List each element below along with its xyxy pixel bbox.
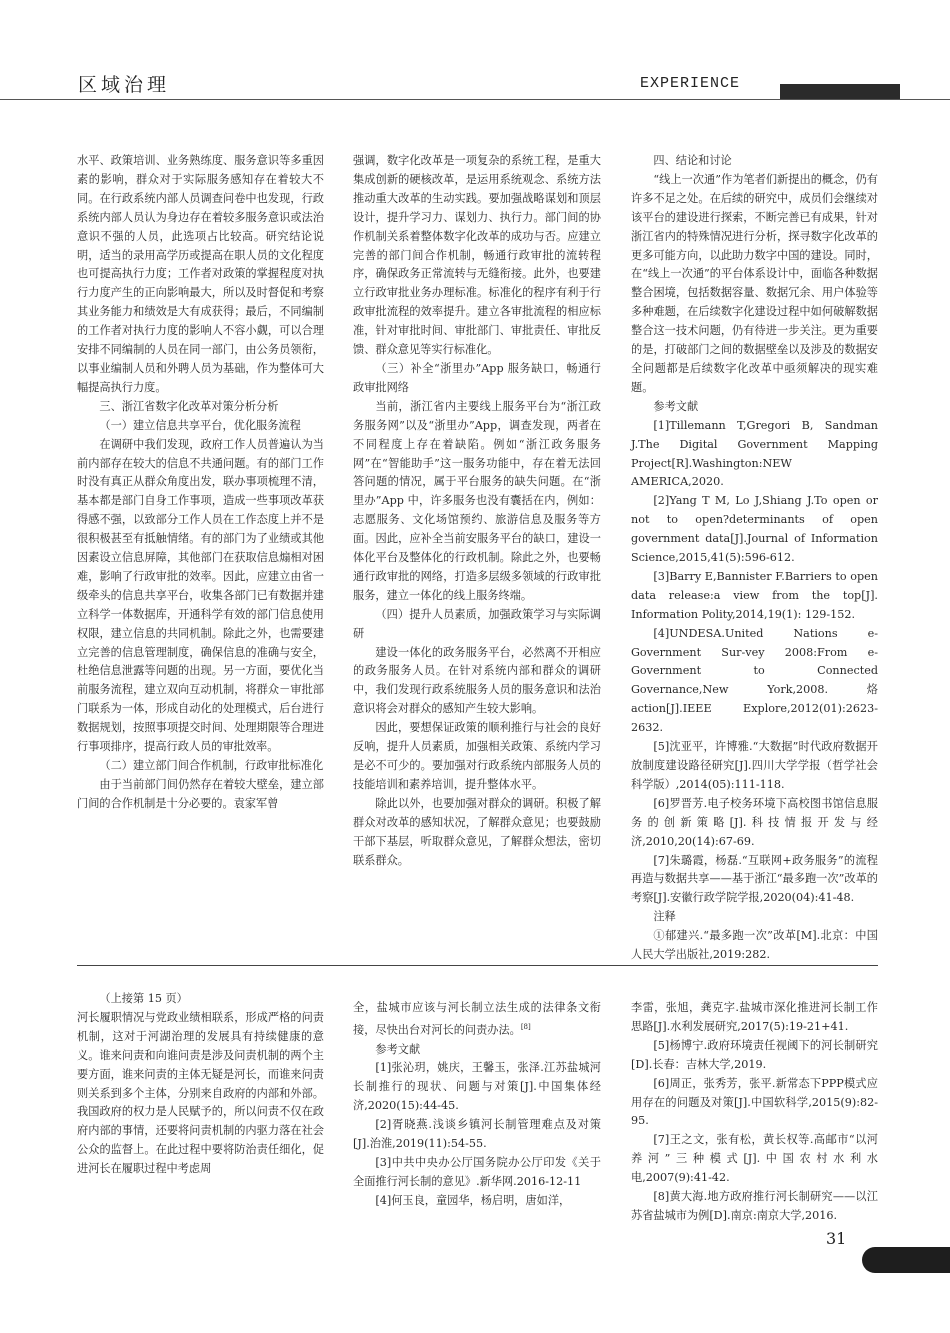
col3-paragraph: [6]罗晋芳.电子校务环境下高校图书馆信息服务的创新策略[J].科技情报开发与经济,2010,20(14):67-69.	[631, 796, 878, 848]
col1-paragraph: 由于当前部门间仍然存在着较大壁垒，建立部门间的合作机制是十分必要的。袁家军曾	[77, 777, 324, 810]
col3-paragraph: [7]朱璐霞，杨磊.“互联网+政务服务”的流程再造与数据共享——基于浙江“最多跑一次”改革的考察[J].安徽行政学院学报,2020(04):41-48.	[631, 853, 878, 905]
bottom3-paragraph: 李雷，张旭，龚克字.盐城市深化推进河长制工作思路[J].水利发展研究,2017(5):19-21+41.	[631, 1001, 878, 1033]
bottom-column-2	[353, 999, 601, 1211]
page-number: 31	[826, 1229, 847, 1248]
bottom2-paragraph: 全，盐城市应该与河长制立法生成的法律条文衔接，尽快出台对河长的问责办法。[8]	[353, 1001, 601, 1037]
column-2	[353, 152, 601, 870]
col2-paragraph: 建设一体化的政务服务平台，必然离不开相应的政务服务人员。在针对系统内部和群众的调研中，我们发现行政系统服务人员的服务意识和法治意识将会对群众的感知产生较大影响。	[353, 645, 601, 716]
column-1	[77, 152, 324, 814]
col2-paragraph: 除此以外，也要加强对群众的调研。积极了解群众对改革的感知状况，了解群众意见；也要鼓励干部下基层，听取群众意见，了解群众想法，密切联系群众。	[353, 796, 601, 867]
col1-paragraph: 在调研中我们发现，政府工作人员普遍认为当前内部存在较大的信息不共通问题。有的部门工作时没有真正从群众角度出发，联办事项梳理不清，基本都是部门自身工作事项，造成一些事项改革获得感不强，以致部分工作人员在工作态度上并不是很积极甚至有抵触情绪。有的部门为了业绩或其他因素设立信息屏障，其他部门在获取信息煽相对困难，影响了行政审批的效率。因此，应建立由省一级牵头的信息共享平台，收集各部门已有数据并建立科学一体数据库，开通科学有效的部门信息使用权限，建立信息的共同机制。除此之外，也需要建立完善的信息管理制度，确保信息的准确与安全，杜绝信息泄露等问题的出现。另一方面，要优化当前服务流程，建立双向互动机制，将群众－审批部门联系为一体，形成自动化的处理模式，后台进行数据规划，按照事项提交时间、处理期限等合理进行事项排序，提高行政人员的审批效率。	[77, 437, 324, 754]
col3-paragraph: [2]Yang T M, Lo J,Shiang J.To open or not to open?determinants of open government data[J].Journal of Information Science,2015,41(5):596-612.	[631, 494, 878, 565]
col3-paragraph: [4]UNDESA.United Nations e-Government Sur-vey 2008:From e-Government to Connected Governance,New York,2008. 烙 action[J].IEEE Explore,2012(01):2623-2632.	[631, 626, 878, 735]
col2-paragraph: 因此，要想保证政策的顺利推行与社会的良好反响，提升人员素质，加强相关政策、系统内学习是必不可少的。要加强对行政系统内部服务人员的技能培训和素养培训，提升整体水平。	[353, 721, 601, 791]
col1-paragraph: （一）建立信息共享平台，优化服务流程	[99, 418, 301, 432]
col3-paragraph: 注释	[653, 910, 676, 924]
bottom-column-3	[631, 999, 878, 1226]
col3-paragraph: [1]Tillemann T,Gregori B, Sandman J.The Digital Government Mapping Project[R].Washington:NEW AMERICA,2020.	[631, 418, 878, 489]
bottom1-paragraph: （上接第 15 页）	[99, 992, 188, 1005]
page-tab	[862, 1247, 950, 1273]
bottom2-paragraph: [3]中共中央办公厅国务院办公厅印发《关于全面推行河长制的意见》.新华网.2016-12-11	[353, 1155, 601, 1188]
bottom3-paragraph: [7]王之文，张有松，黄长权等.高邮市“以河养河”三种模式[J].中国农村水利水电,2007(9):41-42.	[631, 1133, 878, 1185]
column-3	[631, 152, 878, 965]
col2-paragraph: （三）补全“浙里办”App 服务缺口，畅通行政审批网络	[353, 361, 601, 394]
magazine-label: EXPERIENCE	[640, 75, 741, 92]
col3-paragraph: “线上一次通”作为笔者们新提出的概念，仍有许多不足之处。在后续的研究中，成员们会继续对该平台的建设进行探索，不断完善已有成果，针对浙江省内的特殊情况进行分析，探寻数字化改革的更多可能方向，以此助力数字中国的建设。同时，在“线上一次通”的平台体系设计中，面临各种数据整合困境，包括数据容量、数据冗余、用户体验等多种难题，在后续数字化建设过程中如何破解数据整合这一技术问题，仍有待进一步关注。更为重要的是，打破部门之间的数据壁垒以及涉及的数据安全问题都是后续数字化改革中亟须解决的现实难题。	[631, 172, 878, 394]
col3-paragraph: [5]沈亚平，许博雅.“大数据”时代政府数据开放制度建设路径研究[J].四川大学学报（哲学社会科学版）,2014(05):111-118.	[631, 740, 878, 791]
bottom-column-1	[77, 990, 324, 1179]
col3-paragraph: 参考文献	[653, 399, 699, 413]
bottom3-paragraph: [8]黄大海.地方政府推行河长制研究——以江苏省盐城市为例[D].南京:南京大学,2016.	[631, 1190, 878, 1222]
bottom2-paragraph: [4]何玉良，童园华，杨启明，唐如洋，	[375, 1193, 571, 1207]
bottom2-paragraph: [2]胥晓燕.浅谈乡镇河长制管理难点及对策[J].治淮,2019(11):54-55.	[353, 1118, 601, 1151]
bottom3-paragraph: [6]周正，张秀芳，张平.新常态下PPP模式应用存在的问题及对策[J].中国软科学,2015(9):82-95.	[631, 1076, 878, 1128]
section-title: 区域治理	[78, 74, 171, 96]
bottom2-paragraph: 参考文献	[375, 1042, 421, 1056]
col3-paragraph: [3]Barry E,Bannister F.Barriers to open data release:a view from the top[J]. Information Polity,2014,19(1): 129-152.	[631, 569, 878, 621]
col3-paragraph: ①郁建兴.“最多跑一次”改革[M].北京：中国人民大学出版社,2019:282.	[631, 929, 878, 962]
header-bar	[780, 84, 900, 100]
col1-paragraph: 三、浙江省数字化改革对策分析分析	[99, 399, 279, 413]
col2-paragraph: 当前，浙江省内主要线上服务平台为“浙江政务服务网”以及“浙里办”App，调查发现，两者在不同程度上存在着缺陷。例如“浙江政务服务网”在“智能助手”这一服务功能中，存在着无法回答问题的情况，属于平台服务的缺失问题。在“浙里办”App 中，许多服务也没有囊括在内，例如：志愿服务、文化场馆预约、旅游信息及服务等方面。因此，应补全当前安服务平台的缺口，建设一体化平台及整体化的行政机制。除此之外，也要畅通行政审批的网络，打造多层级多领域的行政审批服务，建立一体化的线上服务终端。	[353, 399, 601, 602]
header-rule	[0, 99, 950, 100]
bottom2-paragraph: [1]张沁玥，姚庆，王馨玉，张泽.江苏盐城河长制推行的现状、问题与对策[J].中国集体经济,2020(15):44-45.	[353, 1061, 601, 1113]
col3-paragraph: 四、结论和讨论	[653, 154, 732, 167]
col2-paragraph: 强调，数字化改革是一项复杂的系统工程，是重大集成创新的硬核改革，是运用系统观念、系统方法推动重大改革的生动实践。要加强战略谋划和顶层设计，提升学习力、谋划力、执行力。部门间的协作机制关系着整体数字化改革的成功与否。应建立完善的部门间合作机制，畅通行政审批的流转程序，确保政务正常流转与无缝衔接。此外，也要建立行政审批业务办理标准。标准化的程序有利于行政审批流程的效率提升。建立各审批流程的相应标准，针对审批时间、审批部门、审批责任、审批反馈、群众意见等实行标准化。	[353, 154, 601, 357]
col1-paragraph: （二）建立部门间合作机制，行政审批标准化	[99, 759, 324, 772]
col1-paragraph: 水平、政策培训、业务熟练度、服务意识等多重因素的影响，群众对于实际服务感知存在着较大不同。在行政系统内部人员调查问卷中也发现，行政系统内部人员认为身边存在着较多服务意识或法治意识不强的人员，此选项占比较高。研究结论说明，适当的录用高学历或提高在职人员的文化程度也可提高执行力度；工作者对政策的掌握程度对执行力度产生的正向影响最大，所以及时督促和考察其业务能力和绩效是大有成获得；最后，不同编制的工作者对执行力度的影响人不容小觑，可以合理安排不同编制的人员在同一部门，由公务员领衔，以事业编制人员和外聘人员为基础，作为整体可大幅提高执行力度。	[77, 154, 324, 394]
col2-paragraph: （四）提升人员素质，加强政策学习与实际调研	[353, 607, 601, 640]
bottom3-paragraph: [5]杨博宁.政府环境责任视阈下的河长制研究[D].长春：吉林大学,2019.	[631, 1038, 878, 1071]
citation-mark: [8]	[520, 1022, 531, 1031]
bottom1-paragraph: 河长履职情况与党政业绩相联系，形成严格的问责机制，这对于河湖治理的发展具有持续健康的意义。谁来问责和向谁问责是涉及问责机制的两个主要方面，谁来问责的主体无疑是河长，而谁来问责则关系到多个主体，分别来自政府的内部和外部。我国政府的权力是人民赋予的，所以问责不仅在政府内部的事情，还要将问责机制的内驱力落在社会公众的监督上。在此过程中要将防治责任细化，促进河长在履职过程中考虑周	[77, 1010, 324, 1176]
section-divider	[77, 965, 878, 966]
